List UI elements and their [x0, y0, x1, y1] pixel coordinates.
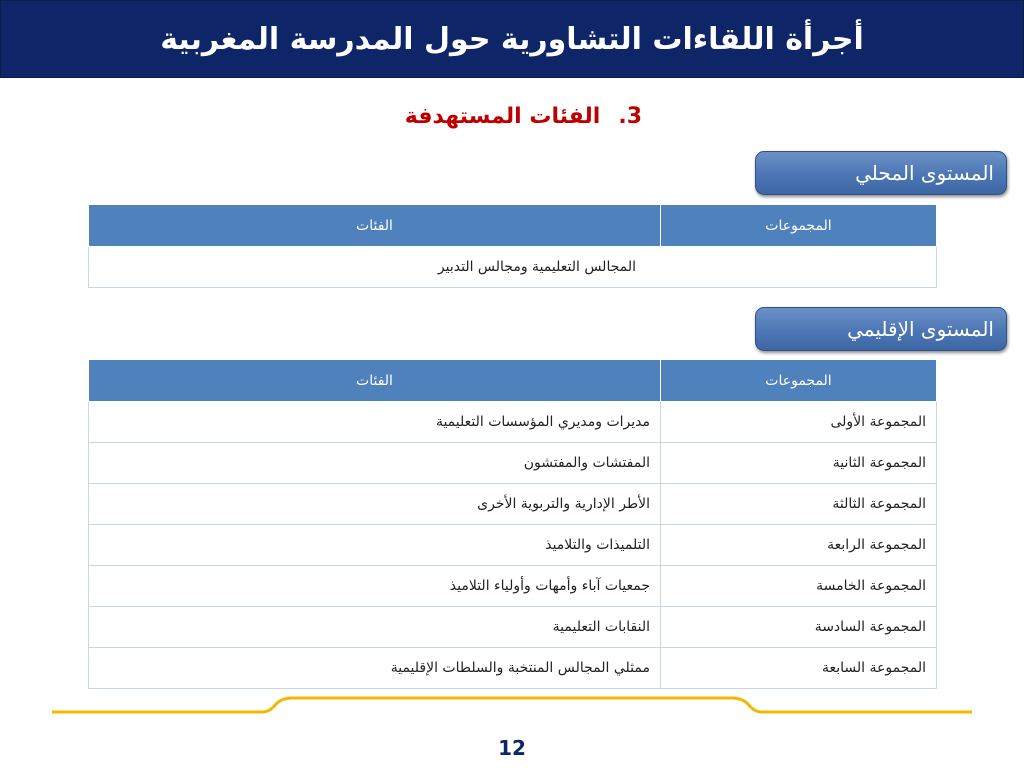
- column-header-categories: الفئات: [89, 205, 661, 247]
- table-row: [89, 648, 937, 689]
- category-cell: مديرات ومديري المؤسسات التعليمية: [89, 402, 661, 443]
- column-header-categories: الفئات: [89, 360, 661, 402]
- local-level-table: [88, 204, 937, 288]
- regional-level-badge: [755, 307, 1007, 351]
- table-row: [89, 247, 937, 288]
- table-row: [89, 443, 937, 484]
- slide-title: أجرأة اللقاءات التشاورية حول المدرسة المغربية: [160, 21, 864, 57]
- group-cell: المجموعة الرابعة: [661, 525, 937, 566]
- table-row: [89, 566, 937, 607]
- table-row: [89, 525, 937, 566]
- table-row: [89, 402, 937, 443]
- group-cell: المجموعة السابعة: [661, 648, 937, 689]
- group-cell: المجموعة الأولى: [661, 402, 937, 443]
- category-cell: جمعيات آباء وأمهات وأولياء التلاميذ: [89, 566, 661, 607]
- section-number: 3.: [618, 104, 642, 129]
- table-row: [89, 607, 937, 648]
- regional-level-label: المستوى الإقليمي: [847, 317, 994, 341]
- category-cell: النقابات التعليمية: [89, 607, 661, 648]
- category-cell: الأطر الإدارية والتربوية الأخرى: [89, 484, 661, 525]
- category-cell: المجالس التعليمية ومجالس التدبير: [89, 247, 937, 288]
- section-heading: [380, 104, 642, 129]
- regional-level-table: [88, 359, 937, 689]
- group-cell: المجموعة الخامسة: [661, 566, 937, 607]
- local-level-label: المستوى المحلي: [855, 161, 994, 185]
- page-number: 12: [498, 736, 526, 760]
- title-bar: [0, 0, 1024, 78]
- table-header-row: [89, 205, 937, 247]
- local-level-badge: [755, 151, 1007, 195]
- category-cell: التلميذات والتلاميذ: [89, 525, 661, 566]
- footer-divider: [0, 690, 1024, 730]
- category-cell: ممثلي المجالس المنتخبة والسلطات الإقليمية: [89, 648, 661, 689]
- table-row: [89, 484, 937, 525]
- table-header-row: [89, 360, 937, 402]
- group-cell: المجموعة السادسة: [661, 607, 937, 648]
- column-header-groups: المجموعات: [661, 205, 937, 247]
- category-cell: المفتشات والمفتشون: [89, 443, 661, 484]
- group-cell: المجموعة الثانية: [661, 443, 937, 484]
- column-header-groups: المجموعات: [661, 360, 937, 402]
- group-cell: المجموعة الثالثة: [661, 484, 937, 525]
- section-title: الفئات المستهدفة: [404, 104, 601, 129]
